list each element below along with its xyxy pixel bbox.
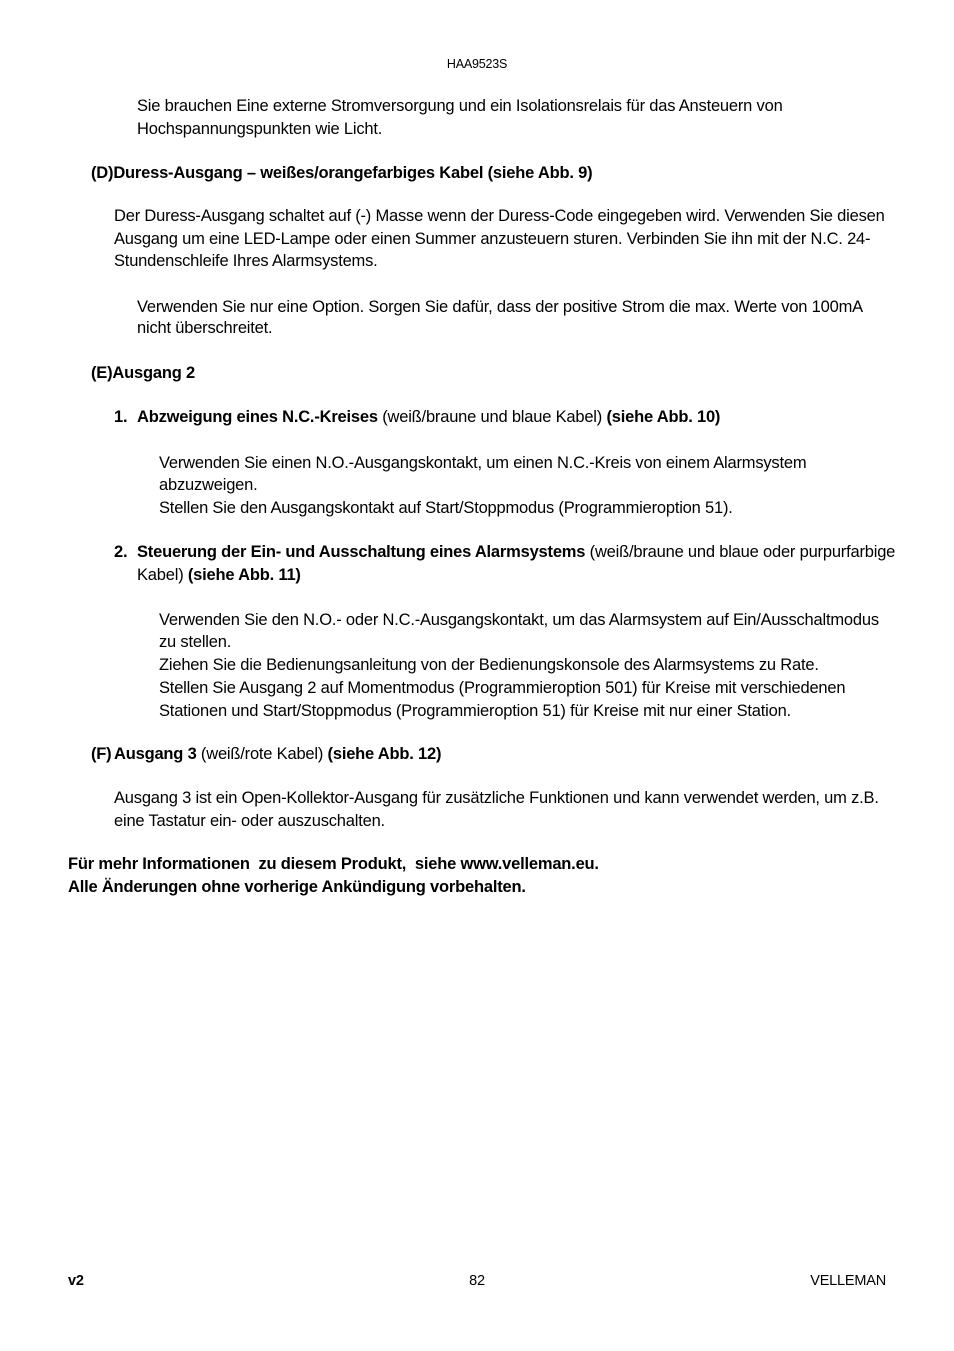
item-2-line-5: Stationen und Start/Stoppmodus (Programmieroption 51) für Kreise mit nur einer Station. (159, 702, 791, 720)
item-2-number: 2. (114, 543, 128, 561)
footer-brand: VELLEMAN (810, 1273, 886, 1289)
item-1-line-3: Stellen Sie den Ausgangskontakt auf Start/Stoppmodus (Programmieroption 51). (159, 499, 733, 517)
item-1-title: Abzweigung eines N.C.-Kreises (137, 408, 378, 426)
section-f-label: (F) (91, 745, 112, 763)
item-2-figure-ref: (siehe Abb. 11) (187, 566, 301, 584)
item-2-title: Steuerung der Ein- und Ausschaltung eines Alarmsystems (137, 543, 586, 561)
section-d-p1-line-2: Ausgang um eine LED-Lampe oder einen Summer anzusteuern sturen. Verbinden Sie ihn mit der N.C. 24- (114, 230, 871, 248)
item-2-cables: (weiß/braune und blaue oder purpurfarbige (585, 543, 896, 561)
item-1-number: 1. (114, 408, 128, 426)
intro-line-2: Hochspannungspunkten wie Licht. (137, 120, 383, 138)
section-f-figure-ref: (siehe Abb. 12) (327, 745, 442, 763)
section-f-line-2: eine Tastatur ein- oder auszuschalten. (114, 812, 385, 830)
item-2-heading-line-1 (137, 541, 895, 563)
item-1-cables: (weiß/braune und blaue Kabel) (377, 408, 607, 426)
closing-more-info: Für mehr Informationen zu diesem Produkt, siehe www.velleman.eu. (68, 855, 599, 873)
section-f-line-1: Ausgang 3 ist ein Open-Kollektor-Ausgang für zusätzliche Funktionen und kann verwendet werden, um z.B. (114, 789, 879, 807)
section-d-heading (91, 162, 592, 184)
document-code: HAA9523S (446, 57, 508, 71)
item-2-line-4: Stellen Sie Ausgang 2 auf Momentmodus (Programmieroption 501) für Kreise mit verschiedenen (159, 679, 846, 697)
item-1-figure-ref: (siehe Abb. 10) (606, 408, 721, 426)
item-2-cables-cont: Kabel) (137, 566, 188, 584)
closing-disclaimer: Alle Änderungen ohne vorherige Ankündigung vorbehalten. (68, 878, 526, 896)
section-e-title: Ausgang 2 (112, 364, 195, 382)
item-1-heading (137, 406, 720, 428)
section-e-heading (91, 362, 195, 384)
item-2-line-3: Ziehen Sie die Bedienungsanleitung von der Bedienungskonsole des Alarmsystems zu Rate. (159, 656, 819, 674)
footer-page-number: 82 (469, 1273, 485, 1289)
footer-version: v2 (68, 1273, 84, 1289)
section-d-label: (D) (91, 164, 114, 182)
item-2-line-2: zu stellen. (159, 633, 232, 651)
section-f-title: Ausgang 3 (114, 745, 197, 763)
section-f-cables: (weiß/rote Kabel) (196, 745, 328, 763)
section-d-title: Duress-Ausgang – weißes/orangefarbiges Kabel (siehe Abb. 9) (113, 164, 593, 182)
section-d-p1-line-3: Stundenschleife Ihres Alarmsystems. (114, 252, 378, 270)
item-2-line-1: Verwenden Sie den N.O.- oder N.C.-Ausgangskontakt, um das Alarmsystem auf Ein/Ausschaltmodus (159, 611, 879, 629)
section-e-label: (E) (91, 364, 113, 382)
item-1-line-1: Verwenden Sie einen N.O.-Ausgangskontakt, um einen N.C.-Kreis von einem Alarmsystem (159, 454, 807, 472)
item-2-heading-line-2 (137, 564, 301, 586)
section-d-p2-line-1: Verwenden Sie nur eine Option. Sorgen Sie dafür, dass der positive Strom die max. Werte von 100mA (137, 298, 863, 316)
section-f-heading (114, 743, 441, 765)
intro-line-1: Sie brauchen Eine externe Stromversorgung und ein Isolationsrelais für das Ansteuern von (137, 97, 783, 115)
item-1-line-2: abzuzweigen. (159, 476, 258, 494)
section-d-p2-line-2: nicht überschreitet. (137, 319, 273, 337)
section-d-p1-line-1: Der Duress-Ausgang schaltet auf (-) Masse wenn der Duress-Code eingegeben wird. Verwenden Sie diesen (114, 207, 885, 225)
